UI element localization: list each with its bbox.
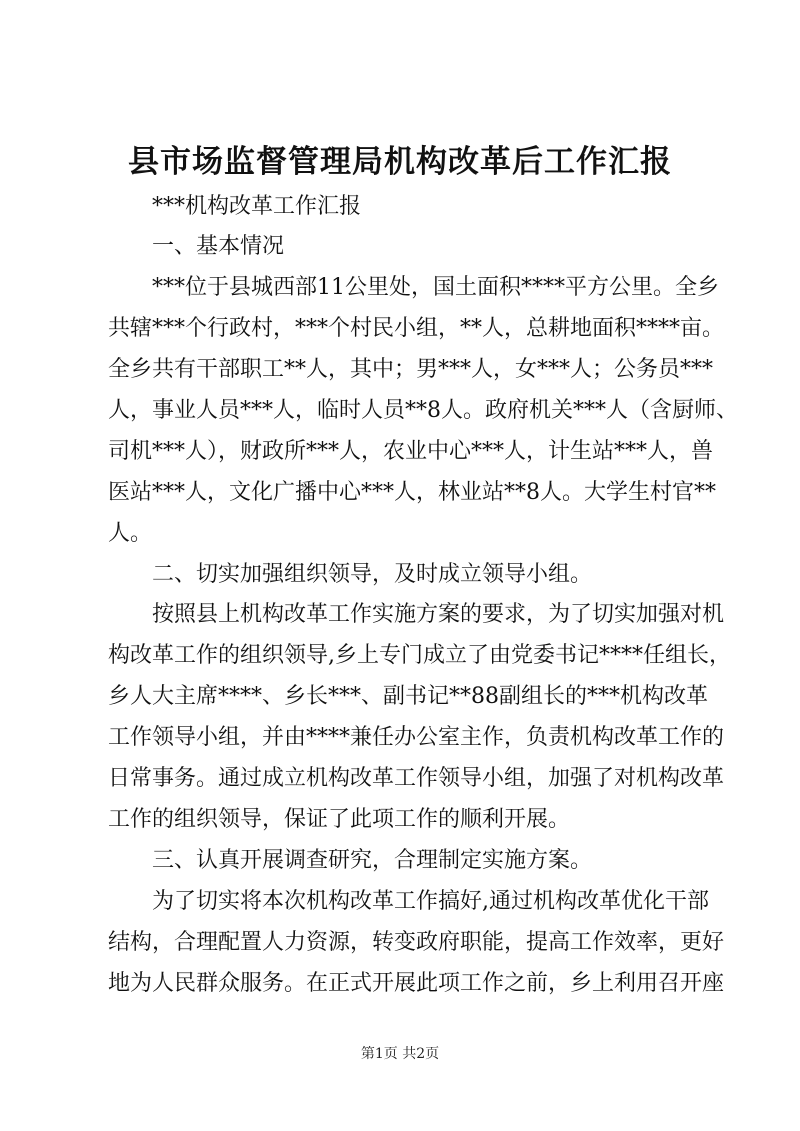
paragraph-line: 全乡共有干部职工**人，其中；男***人，女***人；公务员***: [108, 357, 714, 382]
paragraph-line: 为了切实将本次机构改革工作搞好,通过机构改革优化干部: [152, 889, 709, 914]
subtitle-line: ***机构改革工作汇报: [152, 194, 362, 219]
section-heading-2: 二、切实加强组织领导，及时成立领导小组。: [152, 562, 593, 587]
page-footer: 第1页 共2页: [360, 1046, 440, 1062]
paragraph-line: 日常事务。通过成立机构改革工作领导小组，加强了对机构改革: [108, 766, 725, 791]
paragraph-line: 乡人大主席****、乡长***、副书记**88副组长的***机构改革: [108, 684, 708, 709]
paragraph-line: 工作领导小组，并由****兼任办公室主作，负责机构改革工作的: [108, 725, 725, 750]
paragraph-line: 共辖***个行政村，***个村民小组，**人，总耕地面积****亩。: [108, 316, 725, 341]
section-heading-3: 三、认真开展调查研究，合理制定实施方案。: [152, 848, 593, 873]
paragraph-line: 结构，合理配置人力资源，转变政府职能，提高工作效率，更好: [108, 930, 725, 955]
paragraph-line: 人，事业人员***人，临时人员**8人。政府机关***人（含厨师、: [108, 398, 738, 423]
paragraph-line: 工作的组织领导，保证了此项工作的顺利开展。: [108, 807, 571, 832]
paragraph-line: 人。: [108, 521, 153, 546]
paragraph-line: 医站***人，文化广播中心***人，林业站**8人。大学生村官**: [108, 480, 716, 505]
paragraph-line: 按照县上机构改革工作实施方案的要求，为了切实加强对机: [152, 602, 725, 627]
paragraph-line: 司机***人），财政所***人，农业中心***人，计生站***人，兽: [108, 439, 714, 464]
section-heading-1: 一、基本情况: [152, 234, 285, 259]
paragraph-line: ***位于县城西部11公里处，国土面积****平方公里。全乡: [152, 275, 719, 300]
paragraph-line: 地为人民群众服务。在正式开展此项工作之前，乡上利用召开座: [108, 971, 725, 996]
document-title: 县市场监督管理局机构改革后工作汇报: [128, 144, 672, 180]
paragraph-line: 构改革工作的组织领导,乡上专门成立了由党委书记****任组长，: [108, 643, 731, 668]
